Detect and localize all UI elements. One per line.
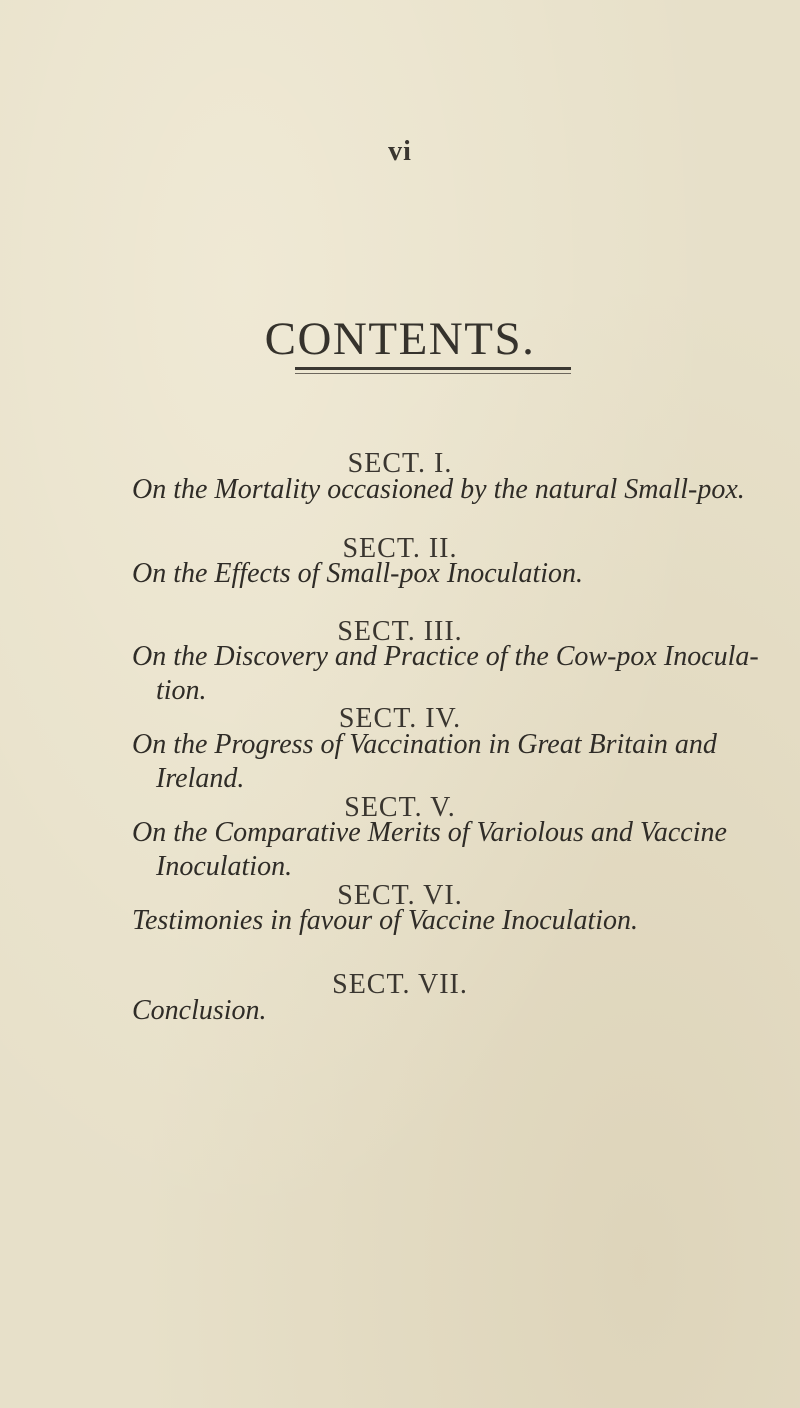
title-rule (295, 367, 571, 370)
page-number: vi (388, 136, 412, 167)
section-entry-line: On the Comparative Merits of Variolous and Vaccine (132, 817, 727, 848)
section-entry-2 (132, 557, 772, 591)
section-heading-3: SECT. III. (337, 616, 463, 647)
section-heading-7: SECT. VII. (332, 969, 468, 1000)
section-entry-4 (132, 728, 772, 796)
section-entry-line: On the Effects of Small-pox Inoculation. (132, 558, 584, 589)
section-entry-3 (132, 640, 772, 708)
section-entry-line: Testimonies in favour of Vaccine Inoculation. (132, 905, 639, 936)
section-entry-line: On the Mortality occasioned by the natural Small-pox. (132, 474, 745, 505)
section-entry-7 (132, 994, 772, 1028)
section-heading-5: SECT. V. (344, 792, 456, 823)
section-heading-2: SECT. II. (342, 533, 458, 564)
section-entry-6 (132, 904, 772, 938)
section-entry-line: On the Progress of Vaccination in Great Britain and (132, 729, 717, 760)
section-heading-6: SECT. VI. (337, 880, 463, 911)
section-entry-line: Ireland. (156, 763, 245, 794)
section-entry-line: tion. (156, 675, 207, 706)
section-entry-1 (132, 473, 772, 507)
section-entry-line: Inoculation. (156, 851, 293, 882)
section-entry-line: Conclusion. (132, 995, 267, 1026)
section-heading-1: SECT. I. (347, 448, 453, 479)
page-title: CONTENTS. (264, 313, 536, 365)
section-heading-4: SECT. IV. (338, 703, 462, 734)
section-entry-line: On the Discovery and Practice of the Cow-pox Inocula- (132, 641, 759, 672)
title-rule-thin (295, 373, 571, 374)
section-entry-5 (132, 816, 772, 884)
